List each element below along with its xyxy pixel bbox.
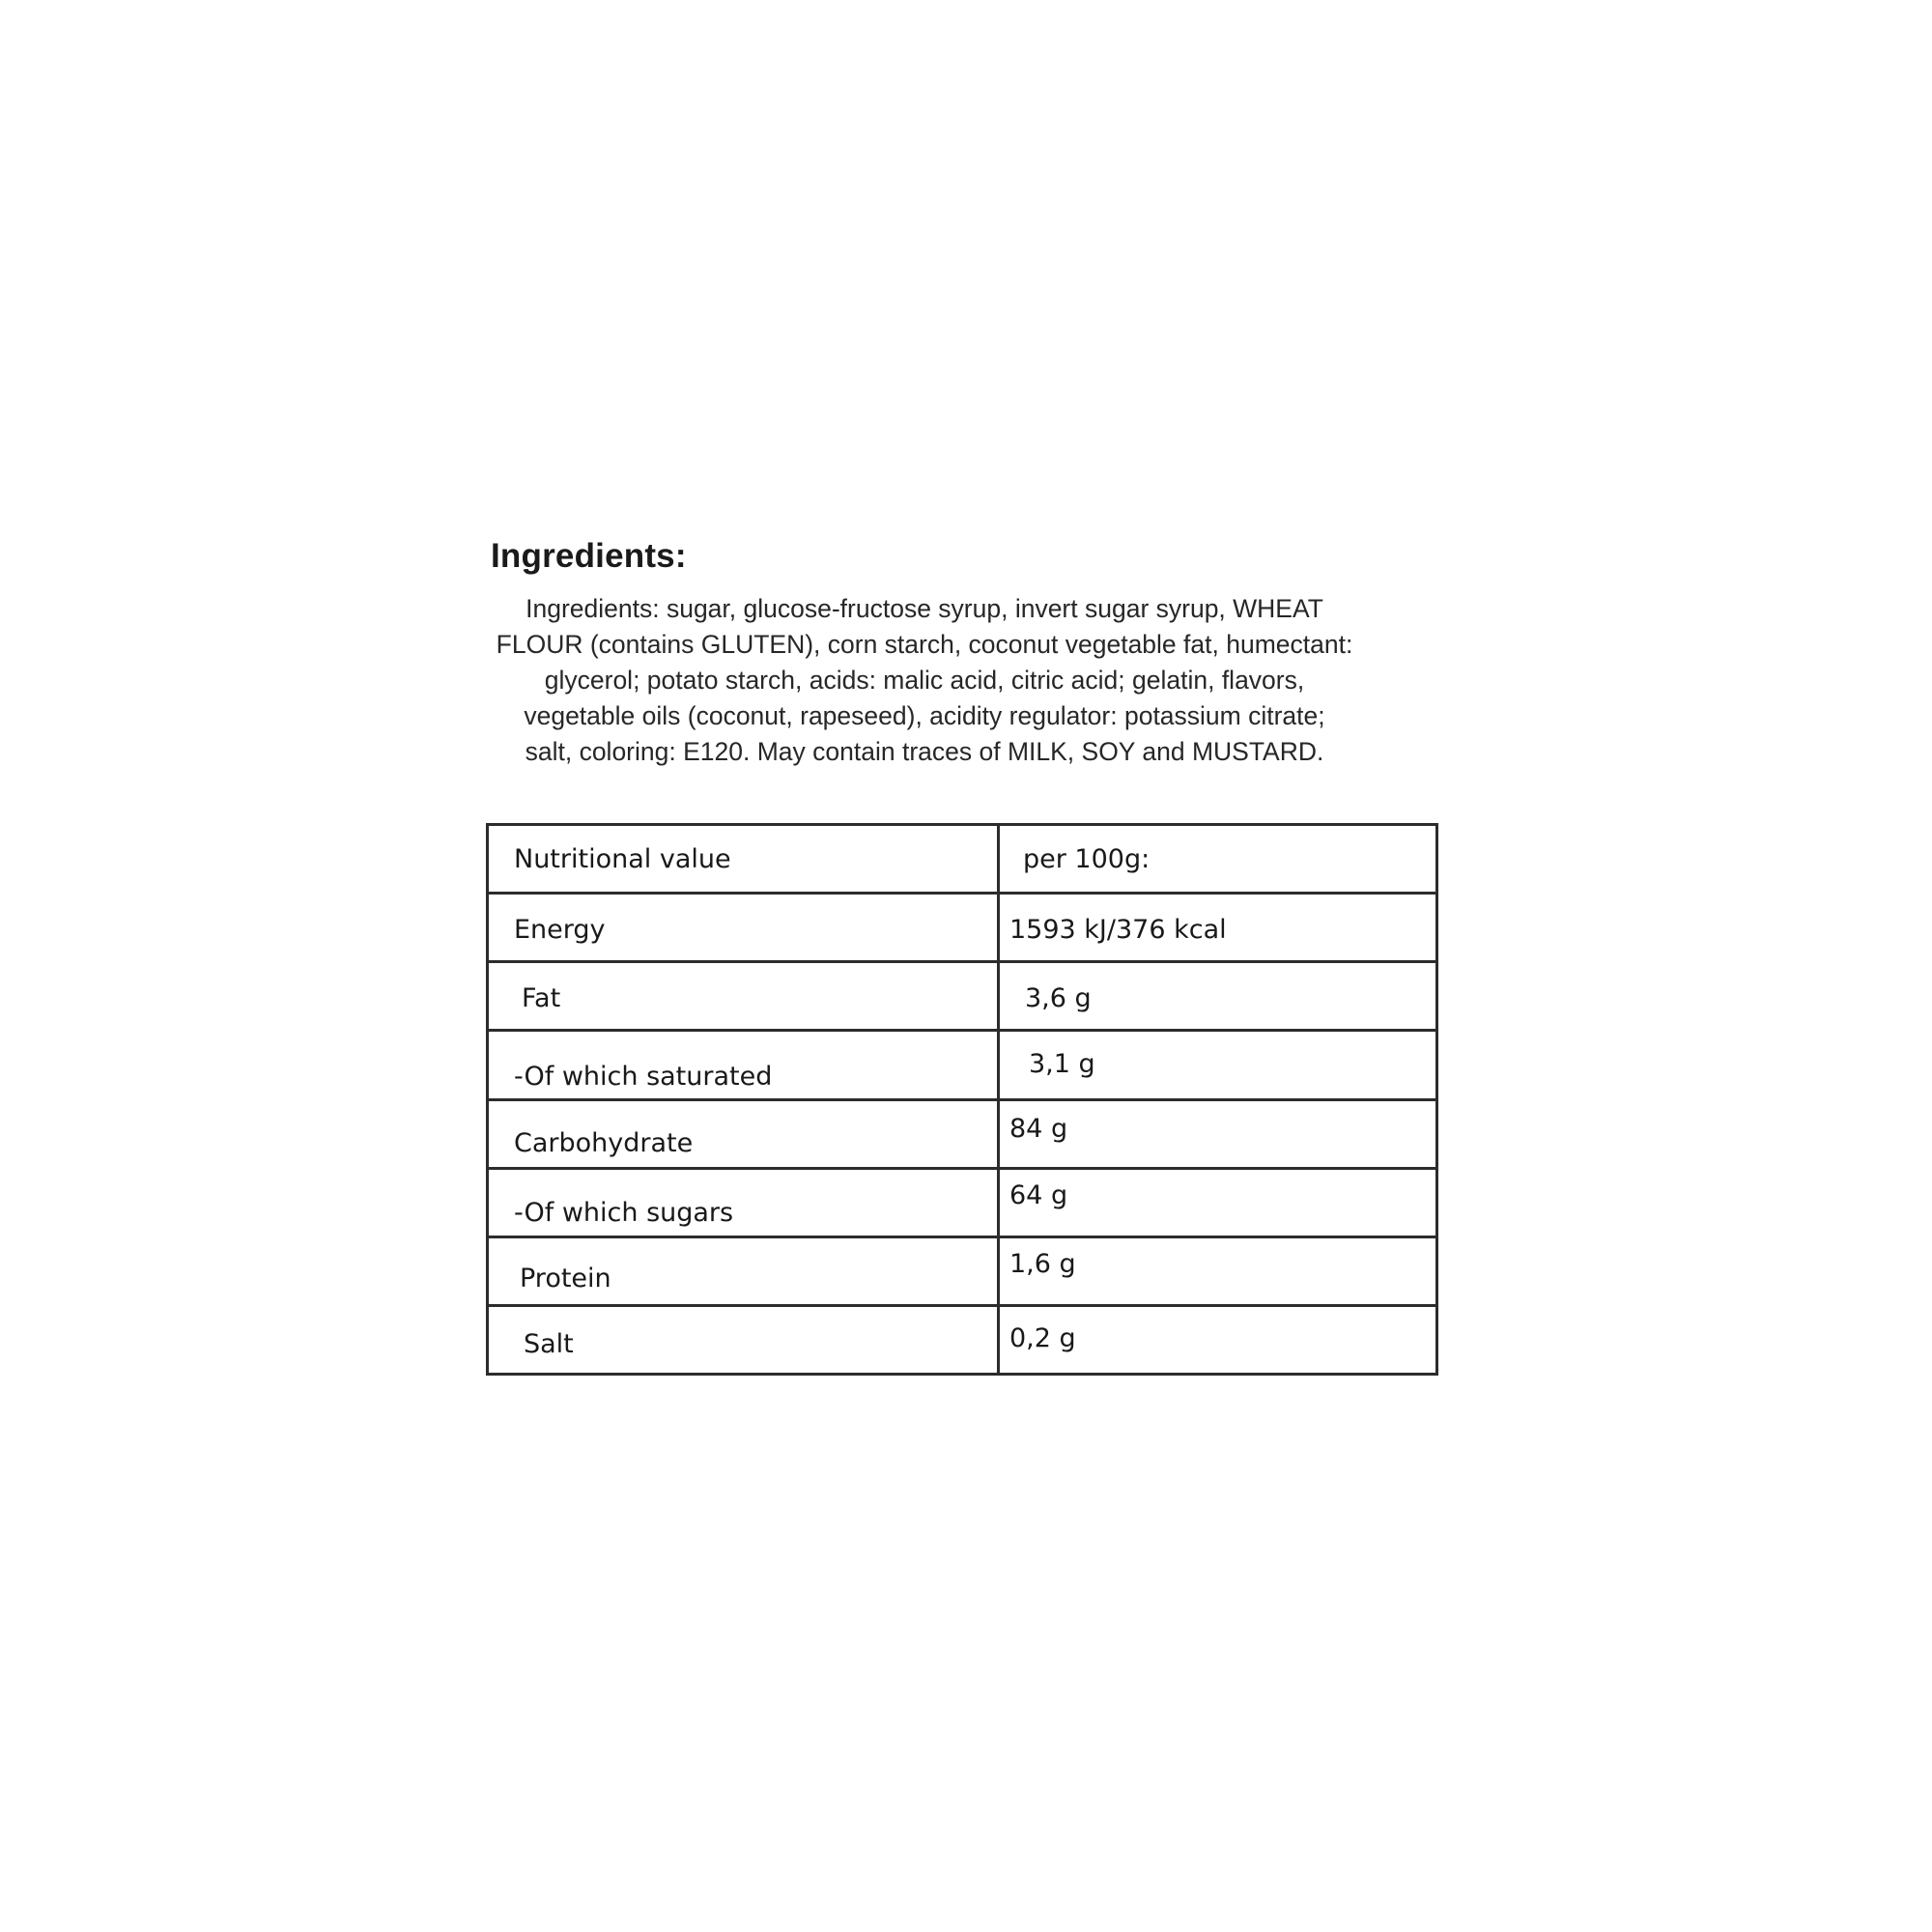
ingredients-line: vegetable oils (coconut, rapeseed), acidity regulator: potassium citrate; [524,701,1325,730]
nutrient-label: Salt [524,1329,574,1359]
nutrient-label: Energy [514,915,606,946]
nutrient-value: 84 g [997,1101,1435,1167]
table-row-fat [489,960,1435,1029]
nutrient-value: 1593 kJ/376 kcal [997,895,1435,960]
nutrition-header-row [489,826,1435,892]
nutrient-value: 64 g [997,1170,1435,1236]
nutrient-label: -Of which saturated [514,1061,773,1092]
table-row-salt [489,1304,1435,1373]
table-row-sugars [489,1167,1435,1236]
nutrition-table [486,823,1438,1376]
nutrient-label: Carbohydrate [514,1127,694,1158]
ingredients-line: Ingredients: sugar, glucose-fructose syrup, invert sugar syrup, WHEAT [526,594,1323,623]
nutrient-value: 3,6 g [997,963,1435,1029]
table-row-saturated [489,1029,1435,1097]
nutrient-value: 1,6 g [997,1238,1435,1304]
table-row-energy [489,892,1435,960]
nutrient-label: Fat [522,983,561,1014]
ingredients-line: salt, coloring: E120. May contain traces of MILK, SOY and MUSTARD. [525,737,1324,766]
nutrient-label: -Of which sugars [514,1197,734,1228]
nutrition-header-value: per 100g: [997,826,1435,892]
ingredients-heading: Ingredients: [491,537,687,575]
nutrient-value: 0,2 g [997,1307,1435,1373]
nutrient-label: Protein [520,1263,611,1293]
nutrient-value: 3,1 g [997,1032,1435,1097]
ingredients-line: glycerol; potato starch, acids: malic acid, citric acid; gelatin, flavors, [544,666,1305,695]
nutrition-header-label: Nutritional value [514,844,731,875]
table-row-carbohydrate [489,1098,1435,1167]
table-row-protein [489,1236,1435,1304]
ingredients-line: FLOUR (contains GLUTEN), corn starch, coconut vegetable fat, humectant: [496,630,1353,659]
ingredients-paragraph [461,591,1388,770]
